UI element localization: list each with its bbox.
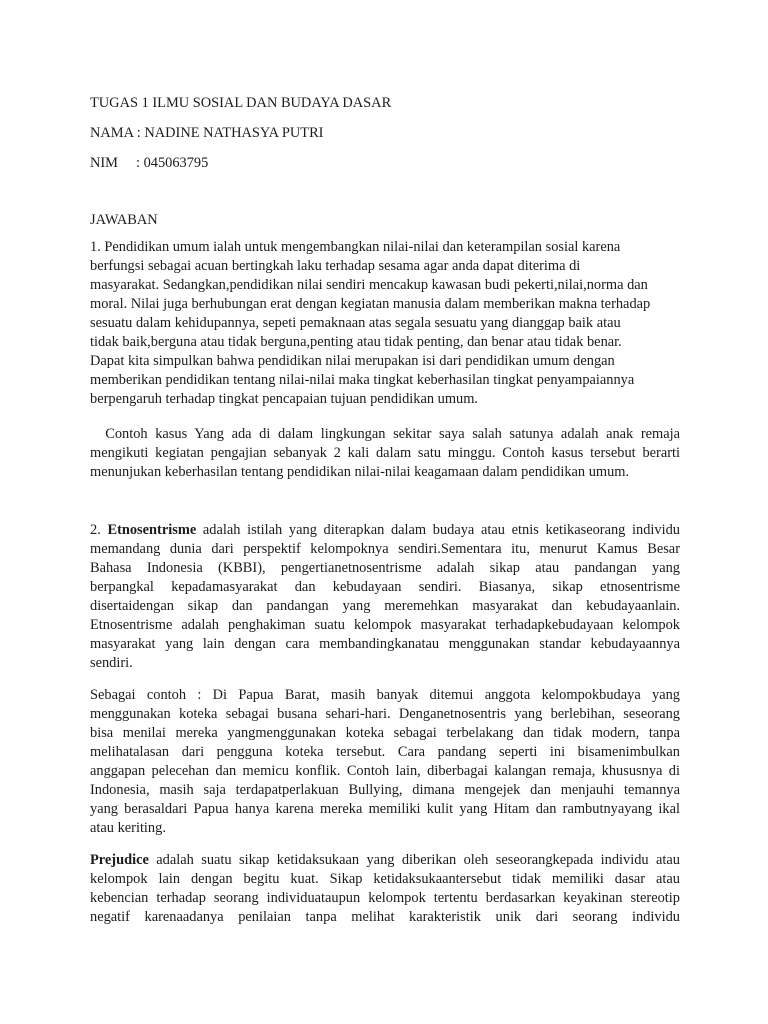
student-name: NAMA : NADINE NATHASYA PUTRI [90, 125, 324, 141]
text-line: Bahasa Indonesia (KBBI), pengertianetnosentrisme adalah sikap atau pandangan yang [90, 560, 680, 576]
text-line: yang berasaldari Papua hanya karena mereka memiliki kulit yang Hitam dan rambutnyayang ikal [90, 801, 680, 817]
text-line: masyarakat. Sedangkan,pendidikan nilai sendiri mencakup kawasan budi pekerti,nilai,norma dan [90, 277, 648, 293]
text-fragment: adalah istilah yang diterapkan dalam budaya atau etnis ketikaseorang individu [196, 522, 680, 538]
text-line: negatif karenaadanya penilaian tanpa melihat karakteristik unik dari seorang individu [90, 909, 680, 925]
text-line [90, 521, 680, 540]
text-line: Dapat kita simpulkan bahwa pendidikan nilai merupakan isi dari pendidikan umum dengan [90, 353, 615, 369]
answer-2-example-paragraph [90, 686, 680, 838]
answer-1-paragraph [90, 238, 680, 409]
term-etnosentrisme: Etnosentrisme [107, 522, 197, 538]
assignment-title: TUGAS 1 ILMU SOSIAL DAN BUDAYA DASAR [90, 95, 392, 111]
text-fragment: adalah suatu sikap ketidaksukaan yang diberikan oleh seseorangkepada individu atau [148, 852, 680, 868]
text-line: kebencian terhadap seorang individuataupun kelompok tertentu berdasarkan keyakinan stereotip [90, 890, 680, 906]
text-line: tidak baik,berguna atau tidak berguna,penting atau tidak penting, dan benar atau tidak benar. [90, 334, 622, 350]
text-line: menunjukan keberhasilan tentang pendidikan nilai-nilai keagamaan dalam pendidikan umum. [90, 464, 630, 480]
text-line: Sebagai contoh : Di Papua Barat, masih banyak ditemui anggota kelompokbudaya yang [90, 687, 680, 703]
student-nim: NIM : 045063795 [90, 155, 209, 171]
text-line: moral. Nilai juga berhubungan erat dengan kegiatan manusia dalam memberikan makna terhadap [90, 296, 651, 312]
text-line: mengikuti kegiatan pengajian sebanyak 2 kali dalam satu minggu. Contoh kasus tersebut berarti [90, 445, 680, 461]
list-number: 2. [90, 522, 108, 538]
text-line: bisa menilai mereka yangmenggunakan koteka sebagai terbelakang dan tidak modern, tanpa [90, 725, 680, 741]
text-line [90, 851, 680, 870]
prejudice-paragraph [90, 851, 680, 927]
text-line: Contoh kasus Yang ada di dalam lingkungan sekitar saya salah satunya adalah anak remaja [90, 426, 680, 442]
text-line: 1. Pendidikan umum ialah untuk mengembangkan nilai-nilai dan keterampilan sosial karena [90, 239, 621, 255]
text-line: berpangkal kepadamasyarakat dan kebudayaan sendiri. Biasanya, sikap etnosentrisme [90, 579, 680, 595]
text-line: berfungsi sebagai acuan bertingkah laku terhadap sesama agar anda dapat diterima di [90, 258, 581, 274]
answer-1-example-paragraph [90, 425, 680, 482]
answer-heading: JAWABAN [90, 212, 158, 228]
text-line: melihatalasan dari pengguna koteka tersebut. Cara pandang seperti ini bisamenimbulkan [90, 744, 680, 760]
text-line: Etnosentrisme adalah penghakiman suatu kelompok masyarakat terhadapkebudayaan kelompok [90, 617, 680, 633]
answer-2-paragraph [90, 521, 680, 673]
text-line: sendiri. [90, 655, 133, 671]
text-line: sesuatu dalam kehidupannya, sepeti pemaknaan atas segala sesuatu yang dianggap baik atau [90, 315, 621, 331]
text-line: menggunakan koteka sebagai busana sehari-hari. Denganetnosentris yang berlebihan, seseorang [90, 706, 680, 722]
text-line: berpengaruh terhadap tingkat pencapaian tujuan pendidikan umum. [90, 391, 479, 407]
text-line: masyarakat yang lain dengan cara membandingkanatau menggunakan standar kebudayaannya [90, 636, 680, 652]
text-line: disertaidengan sikap dan pandangan yang meremehkan masyarakat dan kebudayaanlain. [90, 598, 680, 614]
text-line: kelompok lain dengan begitu kuat. Sikap ketidaksukaantersebut tidak memiliki dasar atau [90, 871, 680, 887]
text-line: atau keriting. [90, 820, 166, 836]
text-line: memberikan pendidikan tentang nilai-nilai maka tingkat keberhasilan tingkat penyampaiannya [90, 372, 635, 388]
text-line: Indonesia, masih saja terdapatperlakuan Bullying, dimana mengejek dan menjauhi temannya [90, 782, 680, 798]
term-prejudice: Prejudice [90, 852, 149, 868]
text-line: anggapan pelecehan dan memicu konflik. Contoh lain, diberbagai kalangan remaja, khususnya di [90, 763, 680, 779]
text-line: memandang dunia dari perspektif kelompoknya sendiri.Sementara itu, menurut Kamus Besar [90, 541, 680, 557]
